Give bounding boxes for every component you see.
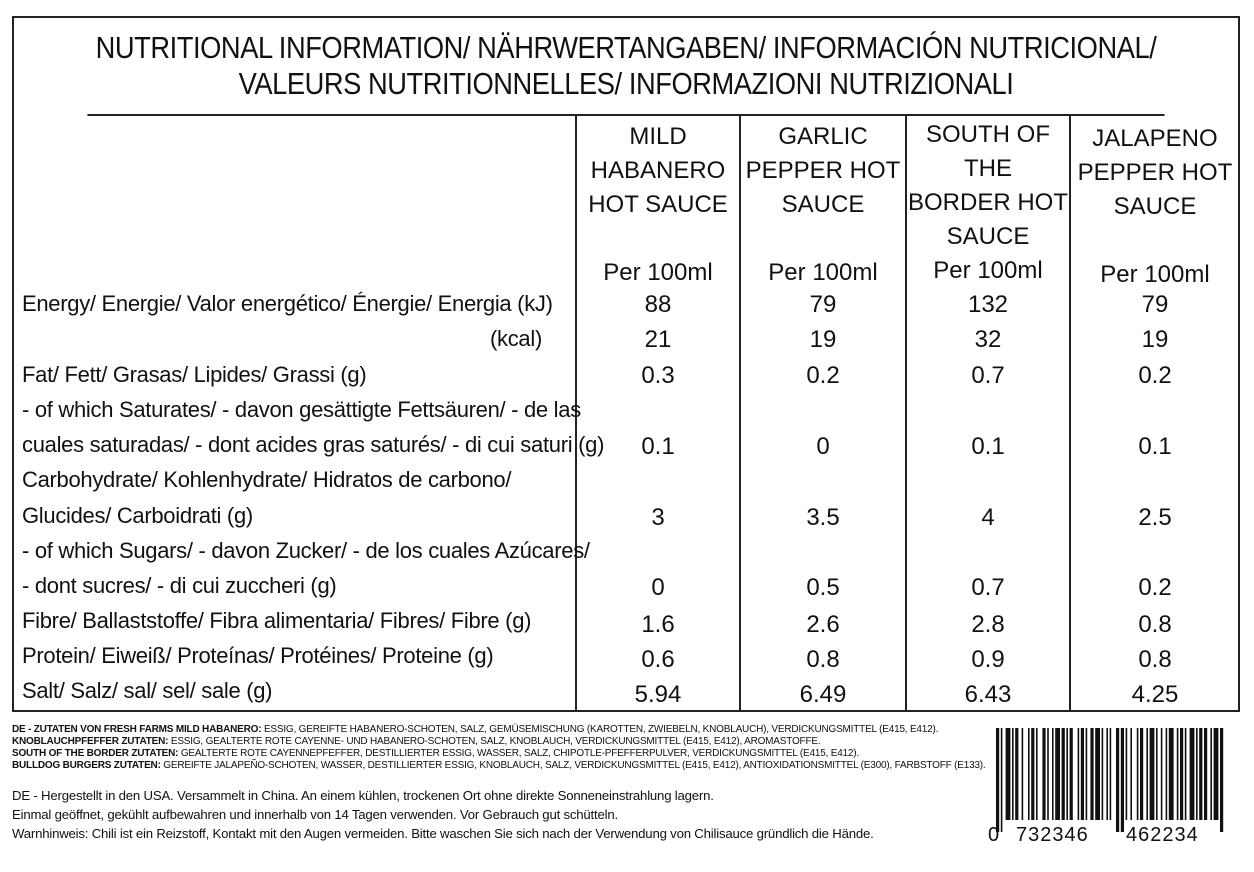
value-cell: 0.1: [641, 433, 675, 460]
barcode-bar: [1070, 728, 1073, 820]
storage-notes: [12, 786, 1002, 843]
value-cell: 3: [651, 504, 665, 531]
title-line-1: NUTRITIONAL INFORMATION/ NÄHRWERTANGABEN/ INFORMACIÓN NUTRICIONAL/: [95, 30, 1157, 65]
value-cell: 0.7: [971, 574, 1005, 601]
row-label-carbs-2: Glucides/ Carboidrati (g): [22, 503, 253, 528]
value-cell: 4: [981, 504, 995, 531]
barcode-lead-digit: 0: [988, 824, 1000, 846]
value-cell: 0.9: [971, 646, 1005, 673]
barcode-bar: [1150, 728, 1155, 820]
ingredients-heading: DE - ZUTATEN VON FRESH FARMS MILD HABANERO:: [12, 724, 262, 735]
value-cell: 132: [967, 291, 1009, 318]
ingredients-heading: BULLDOG BURGERS ZUTATEN:: [12, 760, 161, 771]
value-cell: 0.1: [971, 433, 1005, 460]
value-cell: 0: [816, 433, 830, 460]
value-cell: 0.3: [641, 362, 675, 389]
barcode-bar: [1015, 728, 1018, 820]
value-cell: 0.2: [1138, 362, 1172, 389]
per-100ml: Per 100ml: [768, 259, 878, 286]
value-cell: 5.94: [634, 681, 682, 708]
barcode-bar: [1137, 728, 1139, 820]
value-cell: 6.43: [964, 681, 1012, 708]
barcode-bar: [1199, 728, 1202, 820]
row-label-salt: Salt/ Salz/ sal/ sel/ sale (g): [22, 678, 273, 703]
barcode-bar: [1047, 728, 1049, 820]
product-name: GARLIC PEPPER HOT SAUCE: [745, 123, 901, 218]
column-header-south-of-the-border: [907, 118, 1069, 288]
barcode-bar: [1062, 728, 1065, 820]
barcode-bar: [1204, 728, 1207, 820]
ingredients-line: [12, 748, 1002, 760]
barcode-bar: [1055, 728, 1060, 820]
barcode-bar: [1121, 728, 1124, 832]
barcode: [988, 728, 1228, 858]
barcode-bar: [1177, 728, 1179, 820]
barcode-left-digits: 732346: [1016, 824, 1089, 846]
barcode-bar: [996, 728, 999, 832]
barcode-bar: [1031, 728, 1034, 820]
column-header-mild-habanero: [577, 120, 739, 290]
value-cell: 2.5: [1138, 504, 1172, 531]
row-label-fat: Fat/ Fett/ Grasas/ Lipides/ Grassi (g): [22, 362, 367, 387]
nutrition-label: [12, 16, 1240, 712]
barcode-bar: [1095, 728, 1100, 820]
value-cell: 32: [974, 326, 1002, 353]
value-cell: 0.6: [641, 646, 675, 673]
label-footer: [12, 724, 1002, 843]
barcode-bar: [1042, 728, 1045, 820]
label-title: [87, 18, 1164, 116]
ingredients-line: [12, 724, 1002, 736]
row-label-saturates-2: cuales saturadas/ - dont acides gras saturés/ - di cui saturi (g): [22, 432, 605, 457]
ingredients-line: [12, 760, 1002, 772]
title-line-2: VALEURS NUTRITIONNELLES/ INFORMAZIONI NUTRIZIONALI: [238, 66, 1014, 101]
barcode-bar: [1052, 728, 1054, 820]
barcode-bar: [1190, 728, 1195, 820]
barcode-bar: [1126, 728, 1128, 820]
barcode-bar: [1022, 728, 1024, 820]
value-cell: 2.8: [971, 611, 1005, 638]
barcode-bar: [1156, 728, 1158, 820]
value-cell: 6.49: [799, 681, 847, 708]
value-cell: 0: [651, 574, 665, 601]
barcode-bar: [1086, 728, 1088, 820]
ingredients-heading: SOUTH OF THE BORDER ZUTATEN:: [12, 748, 179, 759]
product-name: MILD HABANERO HOT SAUCE: [588, 123, 728, 218]
barcode-bar: [1102, 728, 1104, 820]
row-label-sugars-2: - dont sucres/ - di cui zuccheri (g): [22, 573, 337, 598]
product-name: SOUTH OF THE BORDER HOT SAUCE: [907, 121, 1068, 250]
barcode-bar: [1036, 728, 1038, 820]
barcode-bar: [1210, 728, 1212, 820]
barcode-bar: [1166, 728, 1168, 820]
value-cell: 0.2: [806, 362, 840, 389]
row-label-saturates-1: - of which Saturates/ - davon gesättigte Fettsäuren/ - de las: [22, 397, 581, 422]
per-100ml: Per 100ml: [1100, 261, 1210, 288]
barcode-bars: [992, 728, 1228, 832]
value-cell: 0.2: [1138, 574, 1172, 601]
barcode-bar: [1006, 728, 1011, 820]
barcode-bar: [1028, 728, 1030, 820]
value-cell: 0.7: [971, 362, 1005, 389]
barcode-bar: [1001, 728, 1003, 832]
barcode-bar: [1169, 728, 1174, 820]
ingredients-line: [12, 736, 1002, 748]
column-header-garlic-pepper: [741, 120, 905, 290]
barcode-bar: [1106, 728, 1108, 820]
product-name: JALAPENO PEPPER HOT SAUCE: [1077, 125, 1233, 220]
value-cell: 19: [809, 326, 837, 353]
value-cell: 79: [1141, 291, 1169, 318]
barcode-bar: [1116, 728, 1119, 832]
row-label-sugars-1: - of which Sugars/ - davon Zucker/ - de los cuales Azúcares/: [22, 538, 590, 563]
barcode-bar: [1081, 728, 1084, 820]
value-cell: 1.6: [641, 611, 675, 638]
value-cell: 79: [809, 291, 837, 318]
ingredients-text: ESSIG, GEALTERTE ROTE CAYENNE- UND HABANERO-SCHOTEN, SALZ, KNOBLAUCH, VERDICKUNGSMITTEL (E415, E412), AROMASTOFFE.: [168, 736, 821, 747]
value-cell: 19: [1141, 326, 1169, 353]
barcode-bar: [1180, 728, 1183, 820]
row-label-energy-kj: Energy/ Energie/ Valor energético/ Énergie/ Energia (kJ): [22, 291, 553, 316]
ingredients-text: GEREIFTE JALAPEÑO-SCHOTEN, WASSER, DESTILLIERTER ESSIG, KNOBLAUCH, SALZ, VERDICKUNGSMITTEL (E415, E412), ANTIOXIDATIONSMITTEL (E300), FARBSTOFF (E133).: [160, 760, 986, 771]
value-cell: 0.1: [1138, 433, 1172, 460]
barcode-bar: [1066, 728, 1068, 820]
ingredients-text: GEALTERTE ROTE CAYENNEPFEFFER, DESTILLIERTER ESSIG, WASSER, SALZ, CHIPOTLE-PFEFFERPULVER, VERDICKUNGSMITTEL (E415, E412).: [178, 748, 860, 759]
value-cell: 3.5: [806, 504, 840, 531]
row-label-carbs-1: Carbohydrate/ Kohlenhydrate/ Hidratos de carbono/: [22, 467, 512, 492]
barcode-bar: [1090, 728, 1093, 820]
row-label-energy-kcal: (kcal): [490, 326, 542, 351]
value-cell: 0.8: [1138, 611, 1172, 638]
barcode-bar: [1214, 728, 1219, 820]
value-cell: 0.8: [1138, 646, 1172, 673]
ingredients-text: ESSIG, GEREIFTE HABANERO-SCHOTEN, SALZ, GEMÜSEMISCHUNG (KAROTTEN, ZWIEBELN, KNOBLAUCH), VERDICKUNGSMITTEL (E415, E412).: [261, 724, 939, 735]
per-100ml: Per 100ml: [603, 259, 713, 286]
barcode-bar: [1140, 728, 1143, 820]
note-line: DE - Hergestellt in den USA. Versammelt in China. An einem kühlen, trockenen Ort ohne direkte Sonneneinstrahlung lagern.: [12, 788, 714, 803]
barcode-bar: [1146, 728, 1148, 820]
barcode-bar: [1161, 728, 1163, 820]
value-cell: 0.5: [806, 574, 840, 601]
barcode-bar: [1196, 728, 1198, 820]
value-cell: 21: [644, 326, 672, 353]
row-label-protein: Protein/ Eiweiß/ Proteínas/ Protéines/ Proteine (g): [22, 643, 494, 668]
barcode-bar: [1185, 728, 1187, 820]
note-line: Einmal geöffnet, gekühlt aufbewahren und innerhalb von 14 Tagen verwenden. Vor Gebrauch gut schütteln.: [12, 807, 618, 822]
barcode-bar: [1220, 728, 1223, 832]
column-header-jalapeno-pepper: [1071, 122, 1239, 292]
barcode-bar: [1078, 728, 1080, 820]
row-label-fibre: Fibre/ Ballaststoffe/ Fibra alimentaria/ Fibres/ Fibre (g): [22, 608, 532, 633]
ingredients-heading: KNOBLAUCHPFEFFER ZUTATEN:: [12, 736, 169, 747]
value-cell: 88: [644, 291, 672, 318]
value-cell: 0.8: [806, 646, 840, 673]
value-cell: 4.25: [1131, 681, 1179, 708]
barcode-right-digits: 462234: [1126, 824, 1199, 846]
value-cell: 2.6: [806, 611, 840, 638]
barcode-bar: [1130, 728, 1132, 820]
note-line: Warnhinweis: Chili ist ein Reizstoff, Kontakt mit den Augen vermeiden. Bitte waschen Sie sich nach der Verwendung von Chilisauce gründlich die Hände.: [12, 826, 874, 841]
per-100ml: Per 100ml: [933, 257, 1043, 284]
barcode-bar: [1012, 728, 1014, 820]
barcode-bar: [1110, 728, 1112, 820]
